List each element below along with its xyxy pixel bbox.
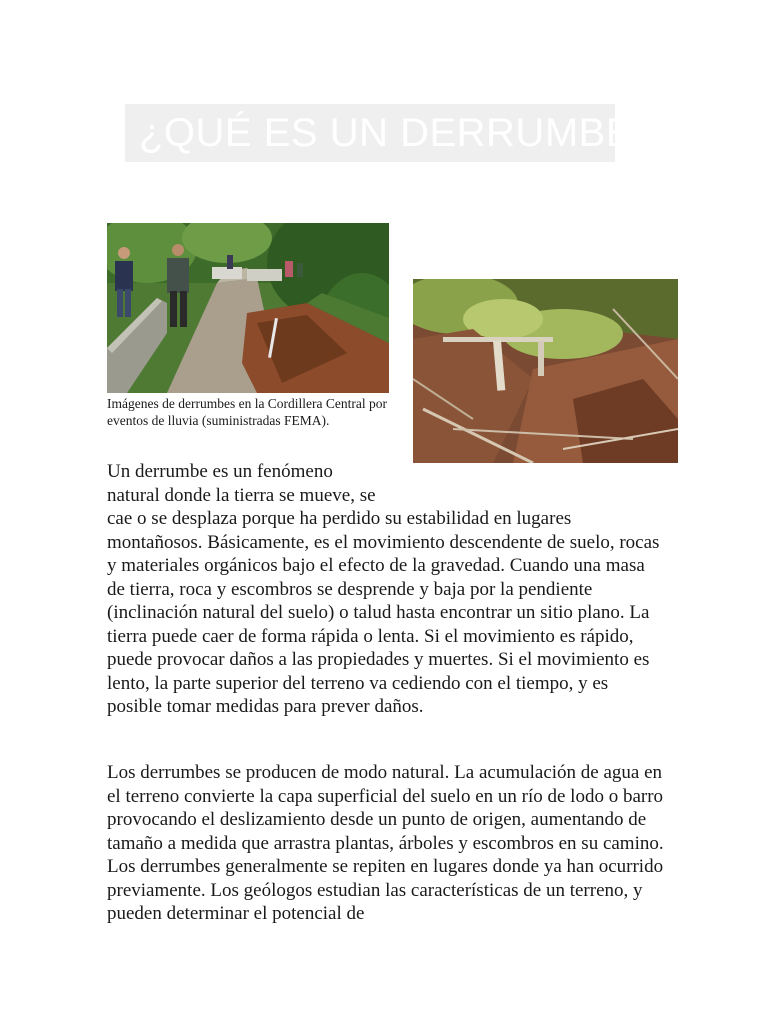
paragraph-definition-text: Un derrumbe es un fenómeno natural donde la tierra se mueve, se cae o se desplaza porque ha perdido su estabilidad en lugares montañosos. Básicamente, es el movimiento descendente de suelo, rocas y materiales orgánicos bajo el efecto de la gravedad. Cuando una masa de tierra, roca y escombros se desprende y baja por la pendiente (inclinación natural del suelo) o talud hasta encontrar un sitio plano. La tierra puede caer de forma rápida o lenta. Si el movimiento es rápido, puede provocar daños a las propiedades y muertes. Si el movimiento es lento, la parte superior del terreno va cediendo con el tiempo, y es posible tomar medidas para prever daños. — [107, 461, 660, 717]
landslide-vegetation-photo — [413, 279, 678, 463]
figure-caption: Imágenes de derrumbes en la Cordillera Central por eventos de lluvia (suministradas FEMA). — [107, 396, 388, 428]
image-wrap-space — [377, 460, 667, 507]
landslide-road-photo — [107, 223, 389, 393]
paragraph-causes: Los derrumbes se producen de modo natural. La acumulación de agua en el terreno convierte la capa superficial del suelo en un río de lodo o barro provocando el deslizamiento desde un punto de origen, aumentando de tamaño a medida que arrastra plantas, árboles y escombros en su camino. Los derrumbes generalmente se repiten en lugares donde ya han ocurrido previamente. Los geólogos estudian las características de un terreno, y pueden determinar el potencial de — [107, 762, 664, 924]
page-title: ¿QUÉ ES UN DERRUMBE? — [139, 111, 656, 155]
paragraph-definition — [107, 460, 667, 719]
